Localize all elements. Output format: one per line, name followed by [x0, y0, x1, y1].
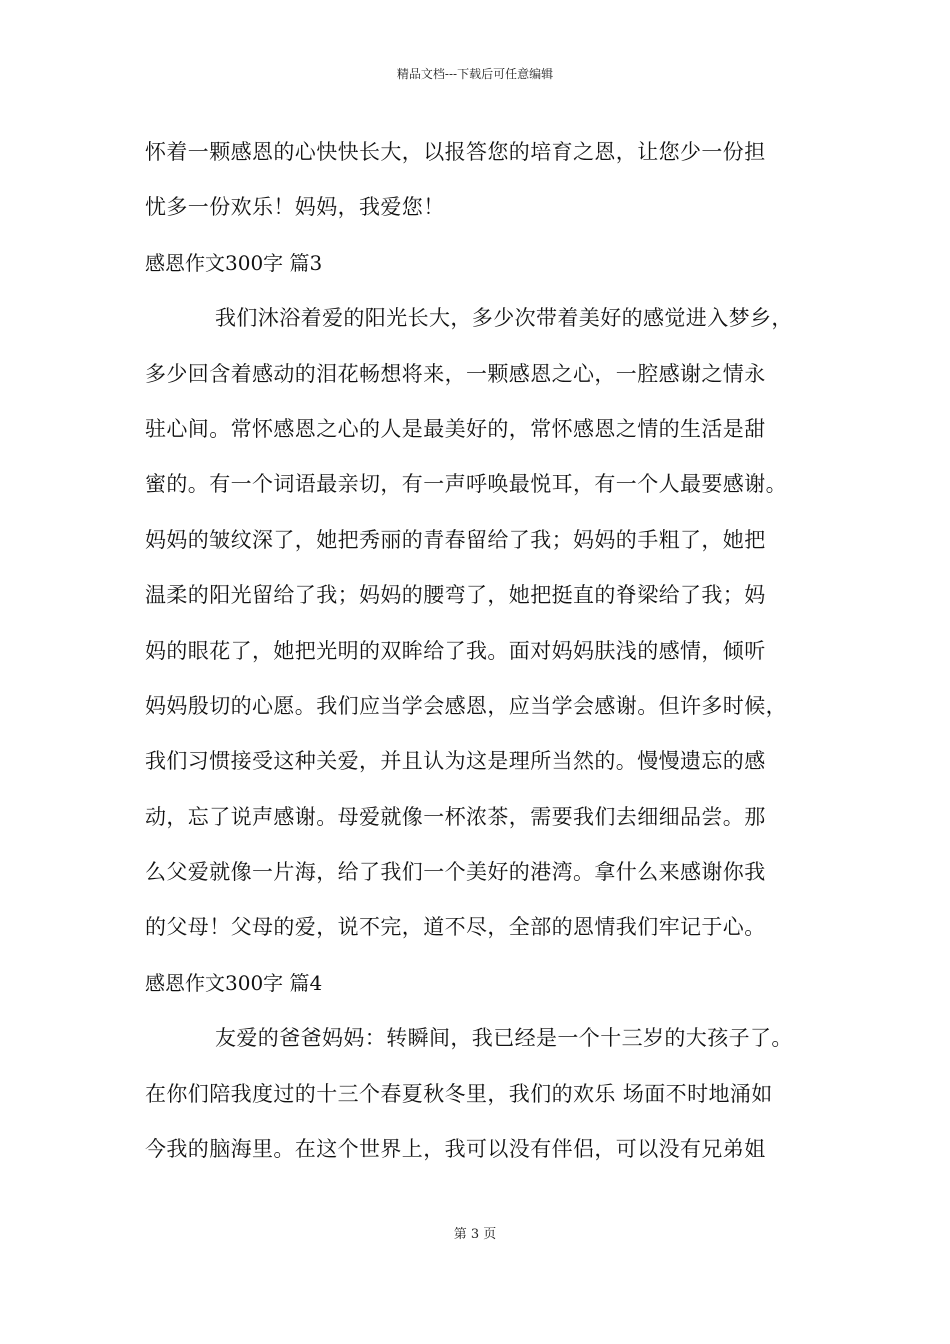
paragraph-line: 温柔的阳光留给了我；妈妈的腰弯了，她把挺直的脊梁给了我；妈: [145, 583, 766, 608]
paragraph-line: 妈妈殷切的心愿。我们应当学会感恩，应当学会感谢。但许多时候，: [145, 693, 787, 718]
paragraph-line: 多少回含着感动的泪花畅想将来，一颗感恩之心，一腔感谢之情永: [145, 361, 766, 386]
paragraph-line: 怀着一颗感恩的心快快长大，以报答您的培育之恩，让您少一份担: [145, 140, 766, 164]
document-body: [145, 132, 835, 1184]
page-number: 第 3 页: [453, 1227, 497, 1242]
paragraph-line: 在你们陪我度过的十三个春夏秋冬里，我们的欢乐 场面不时地涌如: [145, 1081, 773, 1106]
paragraph-line: 动，忘了说声感谢。母爱就像一杯浓茶，需要我们去细细品尝。那: [145, 804, 766, 829]
section-heading: 感恩作文300字 篇4: [145, 970, 323, 995]
paragraph-line: 友爱的爸爸妈妈：转瞬间，我已经是一个十三岁的大孩子了。: [215, 1026, 793, 1051]
paragraph-line: 妈妈的皱纹深了，她把秀丽的青春留给了我；妈妈的手粗了，她把: [145, 527, 766, 552]
paragraph-line: 的父母！父母的爱，说不完，道不尽，全部的恩情我们牢记于心。: [145, 915, 766, 940]
paragraph-line: 妈的眼花了，她把光明的双眸给了我。面对妈妈肤浅的感情，倾听: [145, 638, 766, 663]
paragraph-line: 忧多一份欢乐！妈妈，我爱您！: [145, 195, 445, 220]
paragraph-line: 么父爱就像一片海，给了我们一个美好的港湾。拿什么来感谢你我: [145, 860, 766, 885]
paragraph-line: 蜜的。有一个词语最亲切，有一声呼唤最悦耳，有一个人最要感谢。: [145, 472, 787, 497]
paragraph-line: 我们习惯接受这种关爱，并且认为这是理所当然的。慢慢遗忘的感: [145, 749, 766, 774]
paragraph-line: 今我的脑海里。在这个世界上，我可以没有伴侣，可以没有兄弟姐: [145, 1137, 766, 1162]
section-heading: 感恩作文300字 篇3: [145, 250, 323, 275]
page-header: 精品文档---下载后可任意编辑: [396, 67, 554, 81]
paragraph-line: 我们沐浴着爱的阳光长大，多少次带着美好的感觉进入梦乡，: [215, 306, 793, 331]
paragraph-line: 驻心间。常怀感恩之心的人是最美好的，常怀感恩之情的生活是甜: [145, 416, 766, 441]
